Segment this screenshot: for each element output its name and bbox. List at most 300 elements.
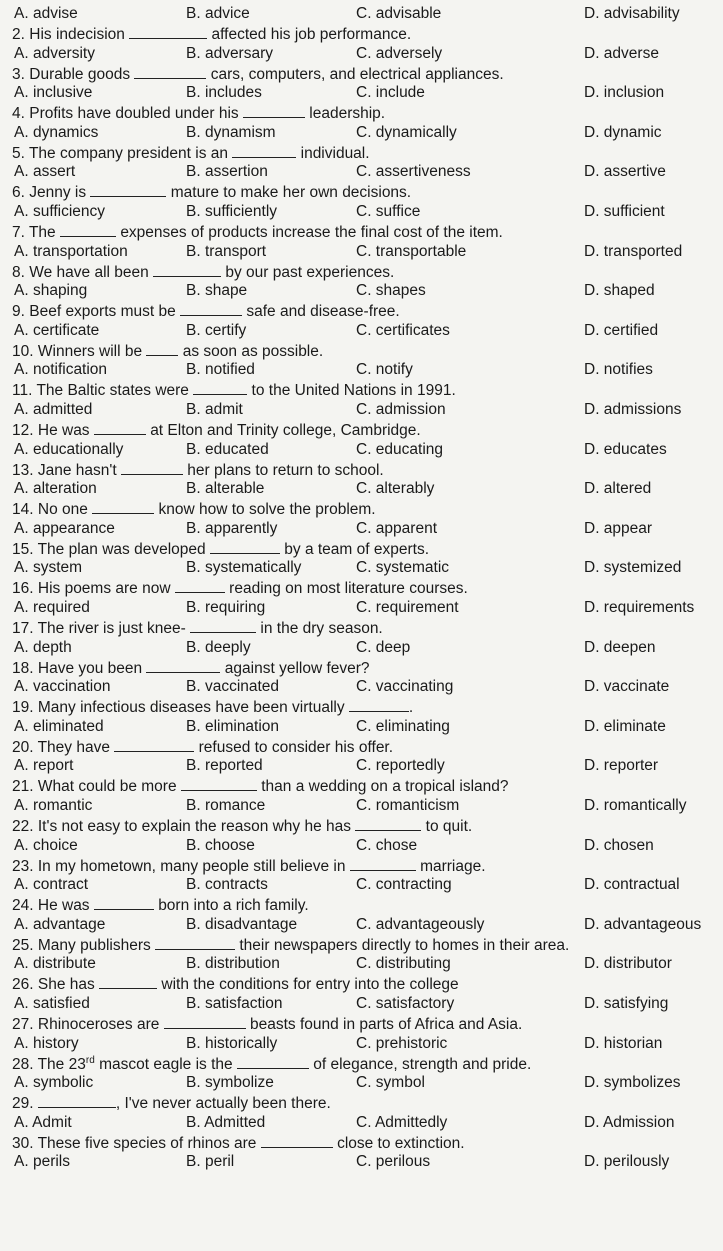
question-text	[12, 856, 486, 877]
question-16	[0, 578, 723, 598]
option-c[interactable]: C. suffice	[356, 203, 421, 220]
option-d[interactable]: D. adverse	[584, 44, 659, 62]
option-b[interactable]: B. distribution	[186, 955, 280, 973]
option-d[interactable]: D. distributor	[584, 955, 672, 973]
question-3	[0, 64, 723, 84]
answer-blank[interactable]	[146, 341, 178, 356]
question-number: 21.	[12, 778, 34, 796]
option-d[interactable]: D. deepen	[584, 638, 656, 656]
question-number: 5.	[12, 144, 25, 162]
question-30	[0, 1133, 723, 1153]
question-ending: know how to solve the problem.	[158, 501, 376, 519]
question-stem: Jane hasn't	[37, 461, 117, 479]
question-stem: It's not easy to explain the reason why he has	[37, 818, 352, 835]
question-12-options	[0, 440, 723, 460]
option-a[interactable]: A. shaping	[14, 282, 88, 300]
answer-blank[interactable]	[155, 935, 235, 950]
question-17	[0, 618, 723, 638]
question-19-options	[0, 717, 723, 737]
option-c[interactable]: C. reportedly	[356, 757, 445, 775]
question-29	[0, 1093, 723, 1113]
question-text	[12, 64, 504, 85]
question-stem: The 23rd mascot eagle is the	[37, 1054, 233, 1073]
question-stem: She has	[37, 976, 95, 994]
option-b[interactable]: B. certify	[186, 321, 247, 339]
question-stem: He was	[37, 897, 90, 915]
answer-blank[interactable]	[92, 499, 154, 514]
option-a[interactable]: A. certificate	[14, 321, 100, 339]
question-5-options	[0, 162, 723, 182]
option-b[interactable]: B. disadvantage	[186, 915, 298, 933]
question-number: 17.	[12, 620, 34, 637]
question-30-options	[0, 1152, 723, 1172]
question-6	[0, 182, 723, 202]
option-a[interactable]: A. educationally	[14, 440, 124, 458]
answer-blank[interactable]	[355, 816, 421, 831]
option-a[interactable]: A. sufficiency	[14, 203, 106, 220]
question-number: 15.	[12, 540, 34, 558]
question-ending: reading on most literature courses.	[229, 580, 468, 598]
question-stem: The company president is an	[28, 144, 228, 162]
question-number: 25.	[12, 936, 34, 954]
question-ending: close to extinction.	[337, 1134, 465, 1152]
question-number: 28.	[12, 1055, 34, 1073]
option-d[interactable]: D. eliminate	[584, 717, 666, 735]
question-ending: marriage.	[420, 857, 486, 875]
answer-blank[interactable]	[146, 658, 220, 673]
option-b[interactable]: B. includes	[186, 84, 262, 102]
option-d[interactable]: D. assertive	[584, 163, 666, 181]
option-a[interactable]: A. alteration	[14, 480, 97, 498]
option-a[interactable]: A. romantic	[14, 797, 93, 814]
option-d[interactable]: D. perilously	[584, 1153, 670, 1171]
option-a[interactable]: A. inclusive	[14, 84, 93, 102]
answer-blank[interactable]	[90, 182, 166, 197]
question-text	[12, 895, 309, 916]
question-2-options	[0, 44, 723, 64]
option-c[interactable]: C. shapes	[356, 282, 426, 300]
question-ending: safe and disease-free.	[246, 303, 400, 321]
option-c[interactable]: C. transportable	[356, 242, 467, 260]
option-b[interactable]: B. adversary	[186, 44, 274, 62]
answer-blank[interactable]	[232, 143, 296, 158]
question-stem: Many publishers	[37, 936, 151, 954]
option-c[interactable]: C. chose	[356, 836, 418, 854]
option-d[interactable]: D. certified	[584, 321, 659, 339]
question-text	[12, 143, 370, 164]
answer-blank[interactable]	[210, 539, 280, 554]
question-text	[12, 182, 411, 203]
option-b[interactable]: B. systematically	[186, 559, 302, 577]
question-number: 3.	[12, 65, 25, 83]
option-c[interactable]: C. satisfactory	[356, 995, 455, 1012]
option-d[interactable]: D. chosen	[584, 836, 654, 854]
question-stem: Jenny is	[29, 184, 87, 202]
option-b[interactable]: B. Admitted	[186, 1113, 266, 1131]
answer-blank[interactable]	[94, 420, 146, 435]
option-a[interactable]: A. advise	[14, 5, 78, 22]
option-c[interactable]: C. adversely	[356, 44, 443, 62]
option-c[interactable]: C. notify	[356, 361, 413, 379]
question-text	[12, 1014, 522, 1035]
option-c[interactable]: C. romanticism	[356, 797, 460, 814]
answer-blank[interactable]	[164, 1014, 246, 1029]
option-d[interactable]: D. appear	[584, 519, 653, 537]
option-d[interactable]: D. advantageous	[584, 915, 702, 933]
option-b[interactable]: B. notified	[186, 361, 255, 379]
option-d[interactable]: D. admissions	[584, 401, 682, 418]
answer-blank[interactable]	[237, 1054, 309, 1069]
question-stem: The river is just knee-	[37, 620, 186, 637]
question-ending: of elegance, strength and pride.	[313, 1055, 532, 1073]
question-stem: He was	[37, 422, 90, 439]
question-text	[12, 262, 394, 283]
answer-blank[interactable]	[114, 737, 194, 752]
question-22	[0, 816, 723, 836]
question-text	[12, 578, 468, 599]
question-8	[0, 262, 723, 282]
option-a[interactable]: A. report	[14, 757, 74, 775]
question-23	[0, 856, 723, 876]
question-text	[12, 935, 569, 956]
question-text	[12, 499, 376, 520]
option-c[interactable]: C. alterably	[356, 480, 435, 498]
option-c[interactable]: C. contracting	[356, 876, 452, 894]
question-number: 8.	[12, 263, 25, 281]
question-text	[12, 618, 383, 639]
option-d[interactable]: D. romantically	[584, 797, 687, 814]
question-text	[12, 24, 411, 45]
option-d[interactable]: D. reporter	[584, 757, 659, 775]
question-number: 20.	[12, 738, 34, 756]
question-text	[12, 1093, 331, 1114]
option-c[interactable]: C. admission	[356, 401, 446, 418]
question-ending: expenses of products increase the final cost of the item.	[120, 224, 503, 241]
option-a[interactable]: A. transportation	[14, 242, 128, 260]
option-c[interactable]: C. vaccinating	[356, 678, 454, 696]
question-ending: leadership.	[309, 105, 386, 123]
question-text	[12, 737, 393, 758]
option-c[interactable]: C. deep	[356, 638, 411, 656]
option-b[interactable]: B. reported	[186, 757, 263, 775]
option-d[interactable]: D. symbolizes	[584, 1074, 681, 1092]
question-stem: Profits have doubled under his	[29, 105, 239, 123]
question-text	[12, 222, 503, 243]
question-number: 30.	[12, 1134, 34, 1152]
question-14-options	[0, 519, 723, 539]
question-stem: No one	[37, 501, 88, 519]
option-d[interactable]: D. inclusion	[584, 84, 665, 102]
option-b[interactable]: B. admit	[186, 401, 243, 418]
option-d[interactable]: D. Admission	[584, 1113, 675, 1131]
question-ending: than a wedding on a tropical island?	[261, 778, 509, 796]
option-a[interactable]: A. satisfied	[14, 995, 90, 1012]
question-text	[12, 658, 370, 679]
option-c[interactable]: C. prehistoric	[356, 1034, 448, 1052]
question-number: 7.	[12, 224, 25, 241]
question-number: 13.	[12, 461, 34, 479]
answer-blank[interactable]	[175, 578, 225, 593]
option-c[interactable]: C. include	[356, 84, 425, 102]
question-text	[12, 1133, 465, 1154]
question-4	[0, 103, 723, 123]
question-number: 2.	[12, 26, 25, 43]
question-number: 19.	[12, 699, 34, 717]
question-12	[0, 420, 723, 440]
option-c[interactable]: C. certificates	[356, 321, 450, 339]
question-text	[12, 1054, 531, 1075]
answer-blank[interactable]	[121, 460, 183, 475]
question-13	[0, 460, 723, 480]
answer-blank[interactable]	[193, 380, 247, 395]
answer-blank[interactable]	[181, 776, 257, 791]
option-b[interactable]: B. vaccinated	[186, 678, 280, 696]
option-d[interactable]: D. satisfying	[584, 995, 669, 1012]
question-ending: to the United Nations in 1991.	[251, 382, 456, 400]
option-b[interactable]: B. contracts	[186, 876, 268, 894]
question-ending: by a team of experts.	[284, 540, 430, 558]
question-number: 6.	[12, 184, 25, 202]
question-17-options	[0, 638, 723, 658]
option-d[interactable]: D. vaccinate	[584, 678, 670, 696]
question-ending: in the dry season.	[260, 620, 383, 637]
option-c[interactable]: C. symbol	[356, 1074, 425, 1092]
option-c[interactable]: C. advisable	[356, 5, 442, 22]
option-c[interactable]: C. apparent	[356, 519, 437, 537]
question-stem: Have you been	[37, 659, 143, 677]
question-number: 29.	[12, 1095, 34, 1113]
option-a[interactable]: A. advantage	[14, 915, 106, 933]
question-number: 4.	[12, 105, 25, 123]
option-a[interactable]: A. history	[14, 1034, 79, 1052]
question-24-options	[0, 915, 723, 935]
option-b[interactable]: B. educated	[186, 440, 269, 458]
answer-blank[interactable]	[129, 24, 207, 39]
question-number: 22.	[12, 818, 34, 835]
question-18	[0, 658, 723, 678]
option-b[interactable]: B. satisfaction	[186, 995, 283, 1012]
option-b[interactable]: B. symbolize	[186, 1074, 274, 1092]
option-c[interactable]: C. dynamically	[356, 123, 457, 141]
question-stem: In my hometown, many people still believe in	[37, 857, 346, 875]
question-text	[12, 974, 459, 995]
question-number: 12.	[12, 422, 34, 439]
question-14	[0, 499, 723, 519]
question-7-options	[0, 242, 723, 262]
question-21	[0, 776, 723, 796]
option-d[interactable]: D. altered	[584, 480, 652, 498]
question-number: 16.	[12, 580, 34, 598]
question-19	[0, 697, 723, 717]
option-d[interactable]: D. transported	[584, 242, 683, 260]
question-ending: individual.	[300, 144, 370, 162]
answer-blank[interactable]	[243, 103, 305, 118]
question-ending: as soon as possible.	[182, 342, 324, 360]
option-b[interactable]: B. assertion	[186, 163, 268, 181]
question-number: 14.	[12, 501, 34, 519]
question-number: 27.	[12, 1016, 34, 1033]
option-a[interactable]: A. admitted	[14, 401, 93, 418]
question-stem: They have	[37, 738, 110, 756]
question-ending: their newspapers directly to homes in their area.	[239, 936, 570, 954]
question-text	[12, 420, 421, 441]
question-stem: We have all been	[29, 263, 149, 281]
question-27	[0, 1014, 723, 1034]
question-number: 11.	[12, 382, 33, 400]
question-10	[0, 341, 723, 361]
option-a[interactable]: A. perils	[14, 1153, 70, 1171]
option-a[interactable]: A. required	[14, 599, 90, 616]
answer-blank[interactable]	[99, 974, 157, 989]
answer-blank[interactable]	[350, 856, 416, 871]
option-a[interactable]: A. Admit	[14, 1113, 72, 1131]
option-b[interactable]: B. transport	[186, 242, 267, 260]
option-d[interactable]: D. notifies	[584, 361, 653, 379]
question-ending: born into a rich family.	[158, 897, 309, 915]
question-text	[12, 341, 323, 362]
question-ending: her plans to return to school.	[187, 461, 384, 479]
option-b[interactable]: B. dynamism	[186, 123, 276, 141]
question-number: 23.	[12, 857, 34, 875]
option-b[interactable]: B. requiring	[186, 599, 266, 616]
question-18-options	[0, 677, 723, 697]
option-b[interactable]: B. romance	[186, 797, 266, 814]
question-text	[12, 776, 509, 797]
question-number: 18.	[12, 659, 34, 677]
question-stem: What could be more	[37, 778, 177, 796]
question-11	[0, 380, 723, 400]
question-number: 10.	[12, 342, 34, 360]
option-d[interactable]: D. contractual	[584, 876, 680, 894]
option-d[interactable]: D. historian	[584, 1034, 663, 1052]
question-number: 24.	[12, 897, 34, 915]
option-b[interactable]: B. advice	[186, 5, 250, 22]
option-c[interactable]: C. distributing	[356, 955, 451, 973]
question-13-options	[0, 479, 723, 499]
question-ending: at Elton and Trinity college, Cambridge.	[150, 422, 421, 439]
option-a[interactable]: A. eliminated	[14, 717, 104, 735]
question-29-options	[0, 1113, 723, 1133]
question-stem: Many infectious diseases have been virtually	[37, 699, 345, 717]
option-c[interactable]: C. Admittedly	[356, 1113, 448, 1131]
option-a[interactable]: A. adversity	[14, 44, 95, 62]
answer-blank[interactable]	[94, 895, 154, 910]
option-a[interactable]: A. dynamics	[14, 123, 99, 141]
question-8-options	[0, 281, 723, 301]
option-c[interactable]: C. advantageously	[356, 915, 485, 933]
option-a[interactable]: A. contract	[14, 876, 89, 894]
option-c[interactable]: C. requirement	[356, 599, 459, 616]
question-15-options	[0, 558, 723, 578]
question-24	[0, 895, 723, 915]
question-4-options	[0, 123, 723, 143]
question-28-options	[0, 1073, 723, 1093]
option-d[interactable]: D. sufficient	[584, 203, 665, 220]
option-c[interactable]: C. perilous	[356, 1153, 431, 1171]
option-d[interactable]: D. advisability	[584, 5, 680, 22]
option-b[interactable]: B. sufficiently	[186, 203, 278, 220]
question-ending: to quit.	[425, 818, 473, 835]
answer-blank[interactable]	[349, 697, 409, 712]
question-20	[0, 737, 723, 757]
question-2	[0, 24, 723, 44]
option-c[interactable]: C. assertiveness	[356, 163, 471, 181]
question-ending: .	[408, 699, 414, 717]
question-ending: against yellow fever?	[224, 659, 370, 677]
question-stem: Rhinoceroses are	[37, 1016, 160, 1033]
option-d[interactable]: D. educates	[584, 440, 667, 458]
option-a[interactable]: A. assert	[14, 163, 76, 181]
answer-blank[interactable]	[190, 618, 256, 633]
question-1-options	[0, 4, 723, 24]
option-b[interactable]: B. alterable	[186, 480, 265, 498]
question-ending: , I've never actually been there.	[115, 1095, 331, 1113]
question-number: 26.	[12, 976, 34, 994]
question-stem: The plan was developed	[37, 540, 206, 558]
answer-blank[interactable]	[134, 64, 206, 79]
option-b[interactable]: B. historically	[186, 1034, 278, 1052]
question-26-options	[0, 994, 723, 1014]
option-a[interactable]: A. notification	[14, 361, 108, 379]
question-16-options	[0, 598, 723, 618]
option-d[interactable]: D. shaped	[584, 282, 655, 300]
option-a[interactable]: A. appearance	[14, 519, 115, 537]
question-ending: affected his job performance.	[211, 26, 412, 43]
question-stem: His poems are now	[37, 580, 171, 598]
question-28	[0, 1054, 723, 1074]
question-10-options	[0, 360, 723, 380]
answer-blank[interactable]	[261, 1133, 333, 1148]
answer-blank[interactable]	[60, 222, 116, 237]
option-b[interactable]: B. choose	[186, 836, 255, 854]
option-b[interactable]: B. peril	[186, 1153, 235, 1171]
option-b[interactable]: B. elimination	[186, 717, 280, 735]
question-25-options	[0, 954, 723, 974]
option-a[interactable]: A. distribute	[14, 955, 96, 973]
option-c[interactable]: C. systematic	[356, 559, 450, 577]
question-stem: These five species of rhinos are	[37, 1134, 257, 1152]
option-c[interactable]: C. educating	[356, 440, 444, 458]
question-ending: cars, computers, and electrical appliances.	[210, 65, 504, 83]
option-d[interactable]: D. requirements	[584, 599, 695, 616]
option-a[interactable]: A. vaccination	[14, 678, 111, 696]
option-b[interactable]: B. deeply	[186, 638, 251, 656]
option-c[interactable]: C. eliminating	[356, 717, 450, 735]
option-d[interactable]: D. systemized	[584, 559, 682, 577]
option-a[interactable]: A. choice	[14, 836, 78, 854]
question-27-options	[0, 1034, 723, 1054]
answer-blank[interactable]	[38, 1093, 116, 1108]
question-6-options	[0, 202, 723, 222]
option-a[interactable]: A. depth	[14, 638, 72, 656]
question-text	[12, 460, 384, 481]
question-ending: refused to consider his offer.	[198, 738, 394, 756]
question-text	[12, 697, 413, 718]
option-a[interactable]: A. system	[14, 559, 83, 577]
question-25	[0, 935, 723, 955]
option-a[interactable]: A. symbolic	[14, 1074, 94, 1092]
question-20-options	[0, 756, 723, 776]
question-15	[0, 539, 723, 559]
option-b[interactable]: B. shape	[186, 282, 248, 300]
answer-blank[interactable]	[180, 301, 242, 316]
question-22-options	[0, 836, 723, 856]
question-ending: beasts found in parts of Africa and Asia.	[249, 1016, 523, 1033]
answer-blank[interactable]	[153, 262, 221, 277]
option-d[interactable]: D. dynamic	[584, 123, 662, 141]
question-5	[0, 143, 723, 163]
option-b[interactable]: B. apparently	[186, 519, 278, 537]
